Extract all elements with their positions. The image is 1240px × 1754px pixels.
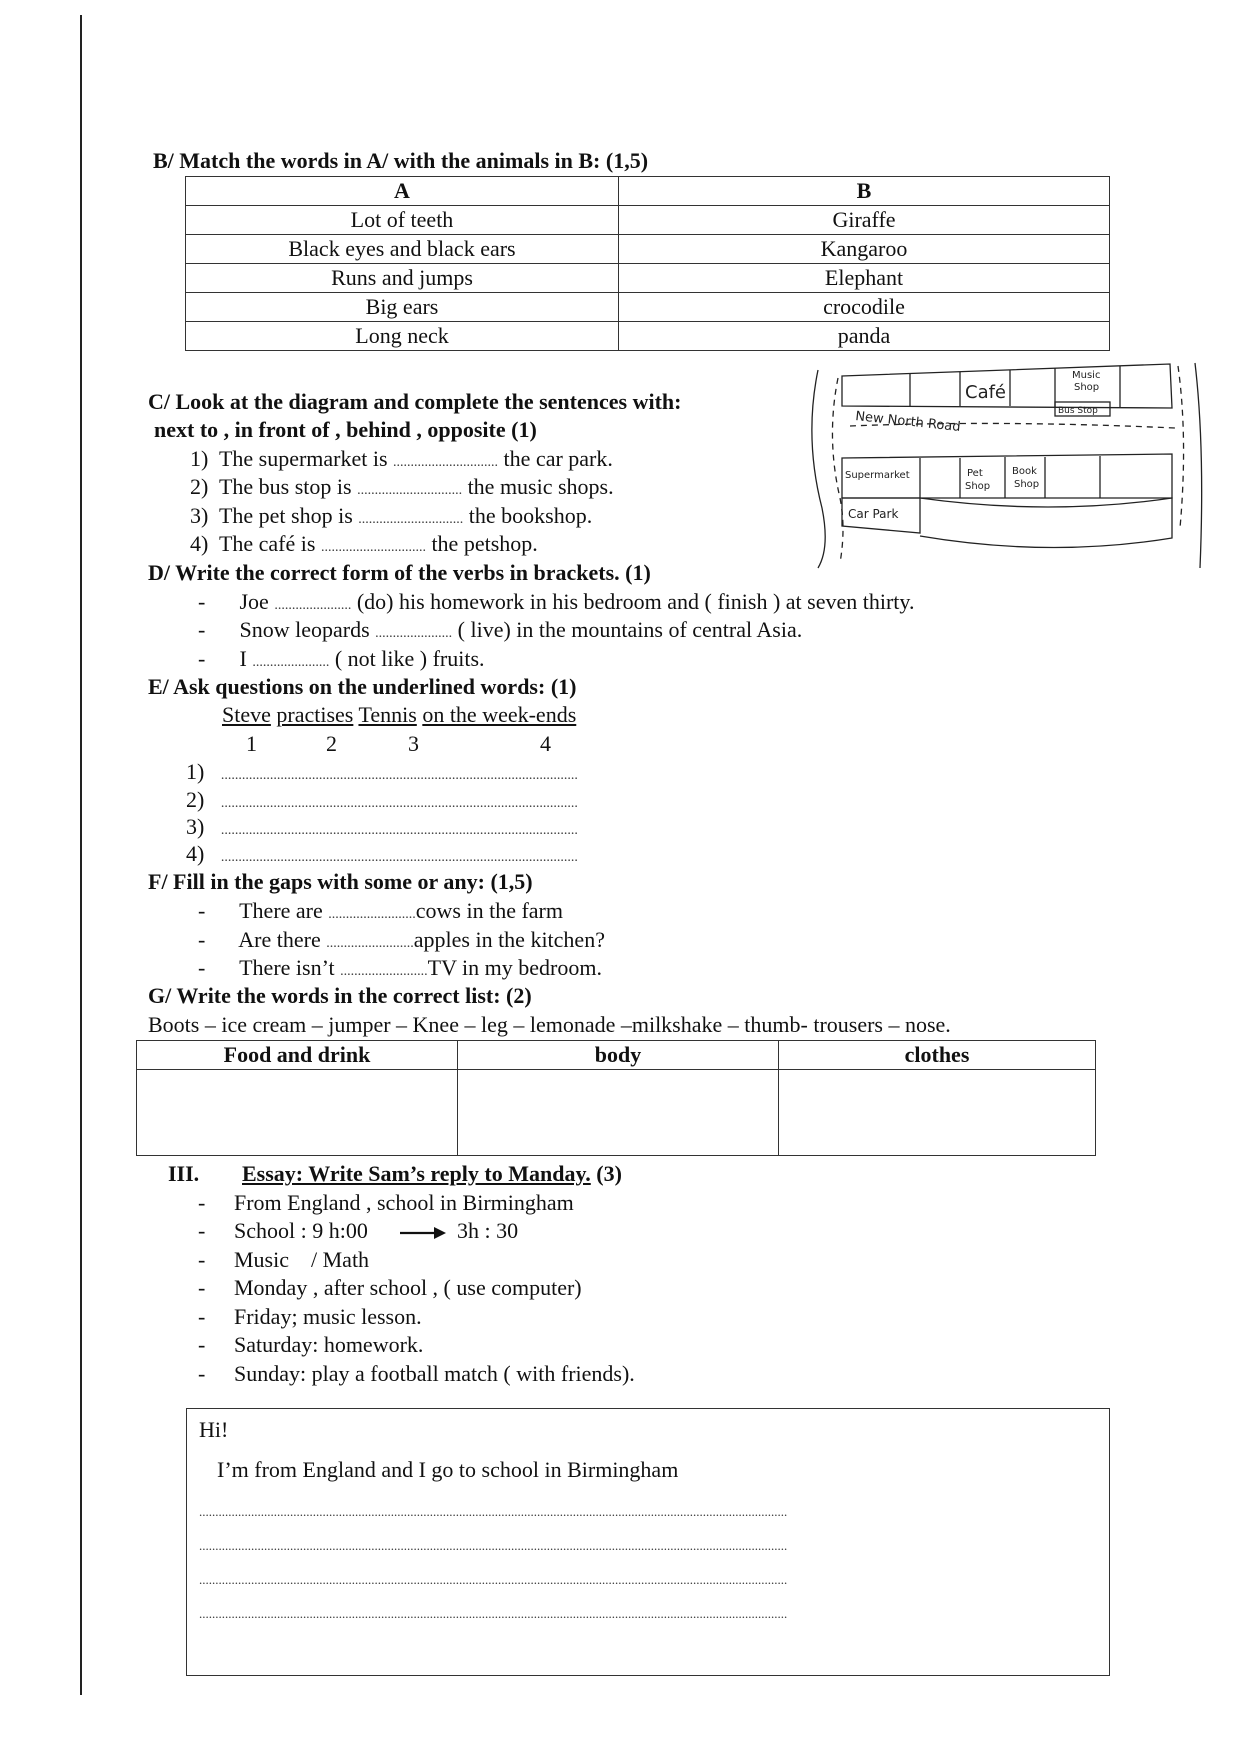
answer-dots[interactable]: ...................................................................................................... [220, 850, 578, 865]
item-text: TV in my bedroom. [427, 955, 602, 980]
answer-cell-body[interactable] [458, 1070, 779, 1156]
word-number: 2 [326, 731, 337, 756]
cell-b: Kangaroo [619, 235, 1110, 264]
road-center-line [1178, 366, 1184, 528]
item-text: The bus stop is [218, 474, 352, 499]
item-text: Monday , after school , ( use computer) [234, 1275, 582, 1300]
answer-dots[interactable]: ...................................................................................................... [220, 823, 578, 838]
item-text: the bookshop. [468, 503, 593, 528]
item-text: Saturday: homework. [234, 1332, 424, 1357]
item-text: Joe [239, 589, 269, 614]
answer-cell-clothes[interactable] [779, 1070, 1096, 1156]
cell-b: panda [619, 322, 1110, 351]
section-f-title: F/ Fill in the gaps with some or any: (1,5) [148, 869, 533, 894]
item-text: Snow leopards [239, 617, 370, 642]
item-text: The supermarket is [218, 446, 388, 471]
essay-item [198, 1304, 422, 1330]
answer-dots[interactable]: ...................................................................................................... [220, 796, 578, 811]
section-b-title: B/ Match the words in A/ with the animals in B: (1,5) [153, 148, 649, 173]
map-label-book-shop: Shop [1014, 479, 1040, 490]
arrow-icon [398, 1225, 448, 1241]
item-text: the car park. [503, 446, 613, 471]
item-text: apples in the kitchen? [413, 927, 605, 952]
word-number: 1 [246, 731, 257, 756]
map-label-music: Music [1072, 370, 1101, 381]
item-text: ( live) in the mountains of central Asia. [457, 617, 803, 642]
road-edge [1195, 363, 1202, 568]
blank[interactable]: ......................... [326, 936, 414, 951]
map-label-supermarket: Supermarket [845, 470, 910, 481]
section-e-title: E/ Ask questions on the underlined words: (1) [148, 674, 577, 699]
answer-cell-food[interactable] [137, 1070, 458, 1156]
f-item [198, 927, 605, 957]
dash: - [198, 927, 206, 952]
answer-dots[interactable]: ...................................................................................................... [220, 768, 578, 783]
blank[interactable]: ...................... [375, 626, 453, 641]
dash: - [198, 617, 206, 642]
blank[interactable]: ......................... [328, 907, 416, 922]
line-number: 3) [186, 814, 205, 839]
item-text: Sunday: play a football match ( with friends). [234, 1361, 635, 1386]
blank[interactable]: .............................. [393, 455, 499, 470]
d-item [198, 589, 914, 619]
blank[interactable]: ......................... [340, 964, 428, 979]
item-number: 4) [190, 531, 209, 556]
map-label-book: Book [1012, 466, 1037, 477]
f-item [198, 955, 602, 985]
matching-table [185, 176, 1110, 351]
essay-item [198, 1218, 368, 1244]
item-text: From England , school in Birmingham [234, 1190, 574, 1215]
map-label-shop: Shop [1074, 382, 1100, 393]
item-text: There are [239, 898, 323, 923]
margin-line [80, 15, 82, 1695]
essay-item [198, 1190, 574, 1216]
blank[interactable]: ...................... [252, 655, 330, 670]
cell-b: crocodile [619, 293, 1110, 322]
item-text: Music / Math [234, 1247, 370, 1272]
header-food-and-drink: Food and drink [137, 1041, 458, 1070]
line-number: 1) [186, 759, 205, 784]
item-text: There isn’t [239, 955, 335, 980]
item-text: The pet shop is [218, 503, 353, 528]
word-number: 4 [540, 731, 551, 756]
dash: - [198, 955, 206, 980]
school-end-time: 3h : 30 [457, 1218, 519, 1243]
map-label-bus-stop: Bus Stop [1058, 406, 1098, 416]
item-text: The café is [218, 531, 316, 556]
dash: - [198, 1361, 206, 1386]
essay-item [198, 1361, 635, 1387]
essay-title: Essay: Write Sam’s reply to Manday. [242, 1161, 591, 1186]
item-number: 2) [190, 474, 209, 499]
dash: - [198, 1218, 206, 1243]
map-label-pet: Pet [967, 468, 983, 479]
c-item [190, 446, 613, 476]
answer-line [186, 814, 578, 844]
dash: - [198, 1304, 206, 1329]
dash: - [198, 1332, 206, 1357]
letter-greeting: Hi! [199, 1417, 229, 1442]
word-list: Boots – ice cream – jumper – Knee – leg – lemonade –milkshake – thumb- trousers – nose. [148, 1012, 951, 1037]
blank[interactable]: .............................. [358, 512, 464, 527]
line-number: 2) [186, 787, 205, 812]
underlined-word: practises [276, 702, 354, 727]
d-item [198, 646, 485, 676]
essay-marks: (3) [596, 1161, 622, 1186]
line-number: 4) [186, 841, 205, 866]
underlined-word: on the week-ends [422, 702, 577, 727]
underlined-word: Steve [222, 702, 271, 727]
letter-writing-line[interactable]: ..................................................................................................................................................................................... [199, 1606, 788, 1621]
d-item [198, 617, 802, 647]
answer-line [186, 759, 578, 789]
section-g-title: G/ Write the words in the correct list: (2) [148, 983, 532, 1008]
cell-a: Runs and jumps [186, 264, 619, 293]
letter-writing-line[interactable]: ..................................................................................................................................................................................... [199, 1504, 788, 1519]
dash: - [198, 589, 206, 614]
letter-box[interactable] [186, 1408, 1110, 1676]
essay-item [198, 1275, 582, 1301]
cell-a: Lot of teeth [186, 206, 619, 235]
item-text: the music shops. [467, 474, 614, 499]
c-item [190, 474, 614, 504]
item-text: Are there [238, 927, 321, 952]
blank[interactable]: .............................. [320, 540, 426, 555]
column-b-header: B [619, 177, 1110, 206]
underlined-word: Tennis [358, 702, 417, 727]
map-label-pet-shop: Shop [965, 481, 991, 492]
item-text: I [239, 646, 247, 671]
item-text: (do) his homework in his bedroom and ( finish ) at seven thirty. [356, 589, 915, 614]
blank[interactable]: .............................. [357, 483, 463, 498]
c-item [190, 531, 538, 561]
item-text: ( not like ) fruits. [334, 646, 485, 671]
item-text: Friday; music lesson. [234, 1304, 422, 1329]
dash: - [198, 646, 206, 671]
word-sort-table [136, 1040, 1096, 1156]
item-number: 3) [190, 503, 209, 528]
cell-b: Giraffe [619, 206, 1110, 235]
cell-a: Black eyes and black ears [186, 235, 619, 264]
road-edge [812, 370, 825, 568]
dash: - [198, 898, 206, 923]
item-text: the petshop. [431, 531, 538, 556]
header-body: body [458, 1041, 779, 1070]
cell-b: Elephant [619, 264, 1110, 293]
item-text: cows in the farm [415, 898, 563, 923]
column-a-header: A [186, 177, 619, 206]
map-label-car-park: Car Park [848, 507, 899, 521]
dash: - [198, 1275, 206, 1300]
underlined-sentence [222, 702, 576, 728]
dash: - [198, 1247, 206, 1272]
f-item [198, 898, 563, 928]
item-number: 1) [190, 446, 209, 471]
section-c-title: C/ Look at the diagram and complete the sentences with: [148, 389, 682, 414]
map-label-road: New North Road [854, 409, 962, 436]
word-number: 3 [408, 731, 419, 756]
street-map-diagram [800, 358, 1215, 573]
blank[interactable]: ...................... [274, 598, 352, 613]
item-text: School : 9 h:00 [234, 1218, 368, 1243]
section-d-title: D/ Write the correct form of the verbs in brackets. (1) [148, 560, 651, 585]
essay-heading [242, 1161, 622, 1187]
dash: - [198, 1190, 206, 1215]
essay-item [198, 1332, 423, 1358]
letter-writing-line[interactable]: ..................................................................................................................................................................................... [199, 1538, 788, 1553]
cell-a: Long neck [186, 322, 619, 351]
answer-line [186, 841, 578, 871]
top-building-block [842, 364, 1172, 408]
letter-writing-line[interactable]: ..................................................................................................................................................................................... [199, 1572, 788, 1587]
map-label-cafe: Café [965, 382, 1007, 403]
letter-first-line: I’m from England and I go to school in Birmingham [217, 1457, 679, 1482]
bottom-edge [920, 498, 1172, 548]
essay-item [198, 1247, 369, 1273]
cell-a: Big ears [186, 293, 619, 322]
c-item [190, 503, 592, 533]
header-clothes: clothes [779, 1041, 1096, 1070]
essay-number: III. [168, 1161, 200, 1186]
section-c-subtitle: next to , in front of , behind , opposite (1) [154, 417, 537, 442]
answer-line [186, 787, 578, 817]
